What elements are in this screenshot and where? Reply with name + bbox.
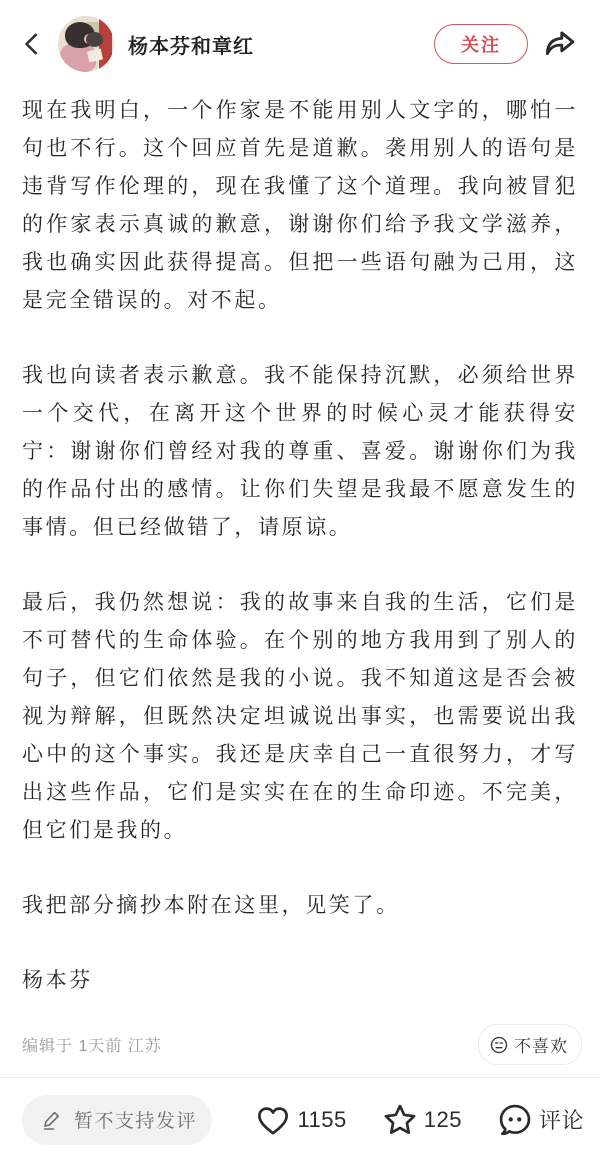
star-icon [381,1101,419,1139]
dislike-label: 不喜欢 [514,1037,568,1056]
like-button[interactable] [254,1101,346,1139]
share-arrow-icon [542,26,578,62]
back-button[interactable] [16,28,48,60]
comment-label: 评论 [538,1108,584,1133]
post-content [0,78,600,1000]
dislike-button[interactable] [478,1024,582,1065]
follow-button[interactable]: 关注 [434,24,528,64]
post-paragraph: 我把部分摘抄本附在这里，见笑了。 [22,894,400,917]
bottom-action-bar [0,1077,600,1161]
comment-input[interactable] [22,1095,212,1145]
heart-icon [254,1101,292,1139]
post-paragraph: 现在我明白，一个作家是不能用别人文字的，哪怕一句也不行。这个回应首先是道歉。袭用别人的语句是违背写作伦理的，现在我懂了这个道理。我向被冒犯的作家表示真诚的歉意，谢谢你们给予我文学滋养，我也确实因此获得提高。但把一些语句融为己用，这是完全错误的。对不起。 [22,99,578,312]
collect-button[interactable] [381,1101,462,1139]
avatar-decoration [86,32,103,47]
edited-timestamp-location: 编辑于 1天前 江苏 [22,1038,162,1055]
author-username[interactable]: 杨本芬和章红 [128,35,254,58]
comment-bubble-icon [496,1101,534,1139]
post-paragraph: 我也向读者表示歉意。我不能保持沉默，必须给世界一个交代，在离开这个世界的时候心灵才能获得安宁：谢谢你们曾经对我的尊重、喜爱。谢谢你们为我的作品付出的感情。让你们失望是我最不愿意发生的事情。但已经做错了，请原谅。 [22,364,578,539]
post-signature: 杨本芬 [22,969,93,992]
comment-placeholder: 暂不支持发评 [74,1111,198,1132]
expressionless-face-icon [489,1035,509,1055]
comment-button[interactable] [496,1101,584,1139]
collect-count: 125 [423,1106,462,1132]
author-avatar[interactable] [58,16,114,72]
like-count: 1155 [297,1106,347,1132]
meta-row [0,1024,600,1077]
action-buttons [212,1101,584,1139]
pencil-icon [40,1108,64,1132]
share-button[interactable] [540,24,580,64]
header [0,0,600,78]
back-chevron-icon [19,31,45,57]
post-paragraph: 最后，我仍然想说：我的故事来自我的生活，它们是不可替代的生命体验。在个别的地方我用到了别人的句子，但它们依然是我的小说。我不知道这是否会被视为辩解，但既然决定坦诚说出事实，也需要说出我心中的这个事实。我还是庆幸自己一直很努力，才写出这些作品，它们是实实在在的生命印迹。不完美，但它们是我的。 [22,591,578,842]
